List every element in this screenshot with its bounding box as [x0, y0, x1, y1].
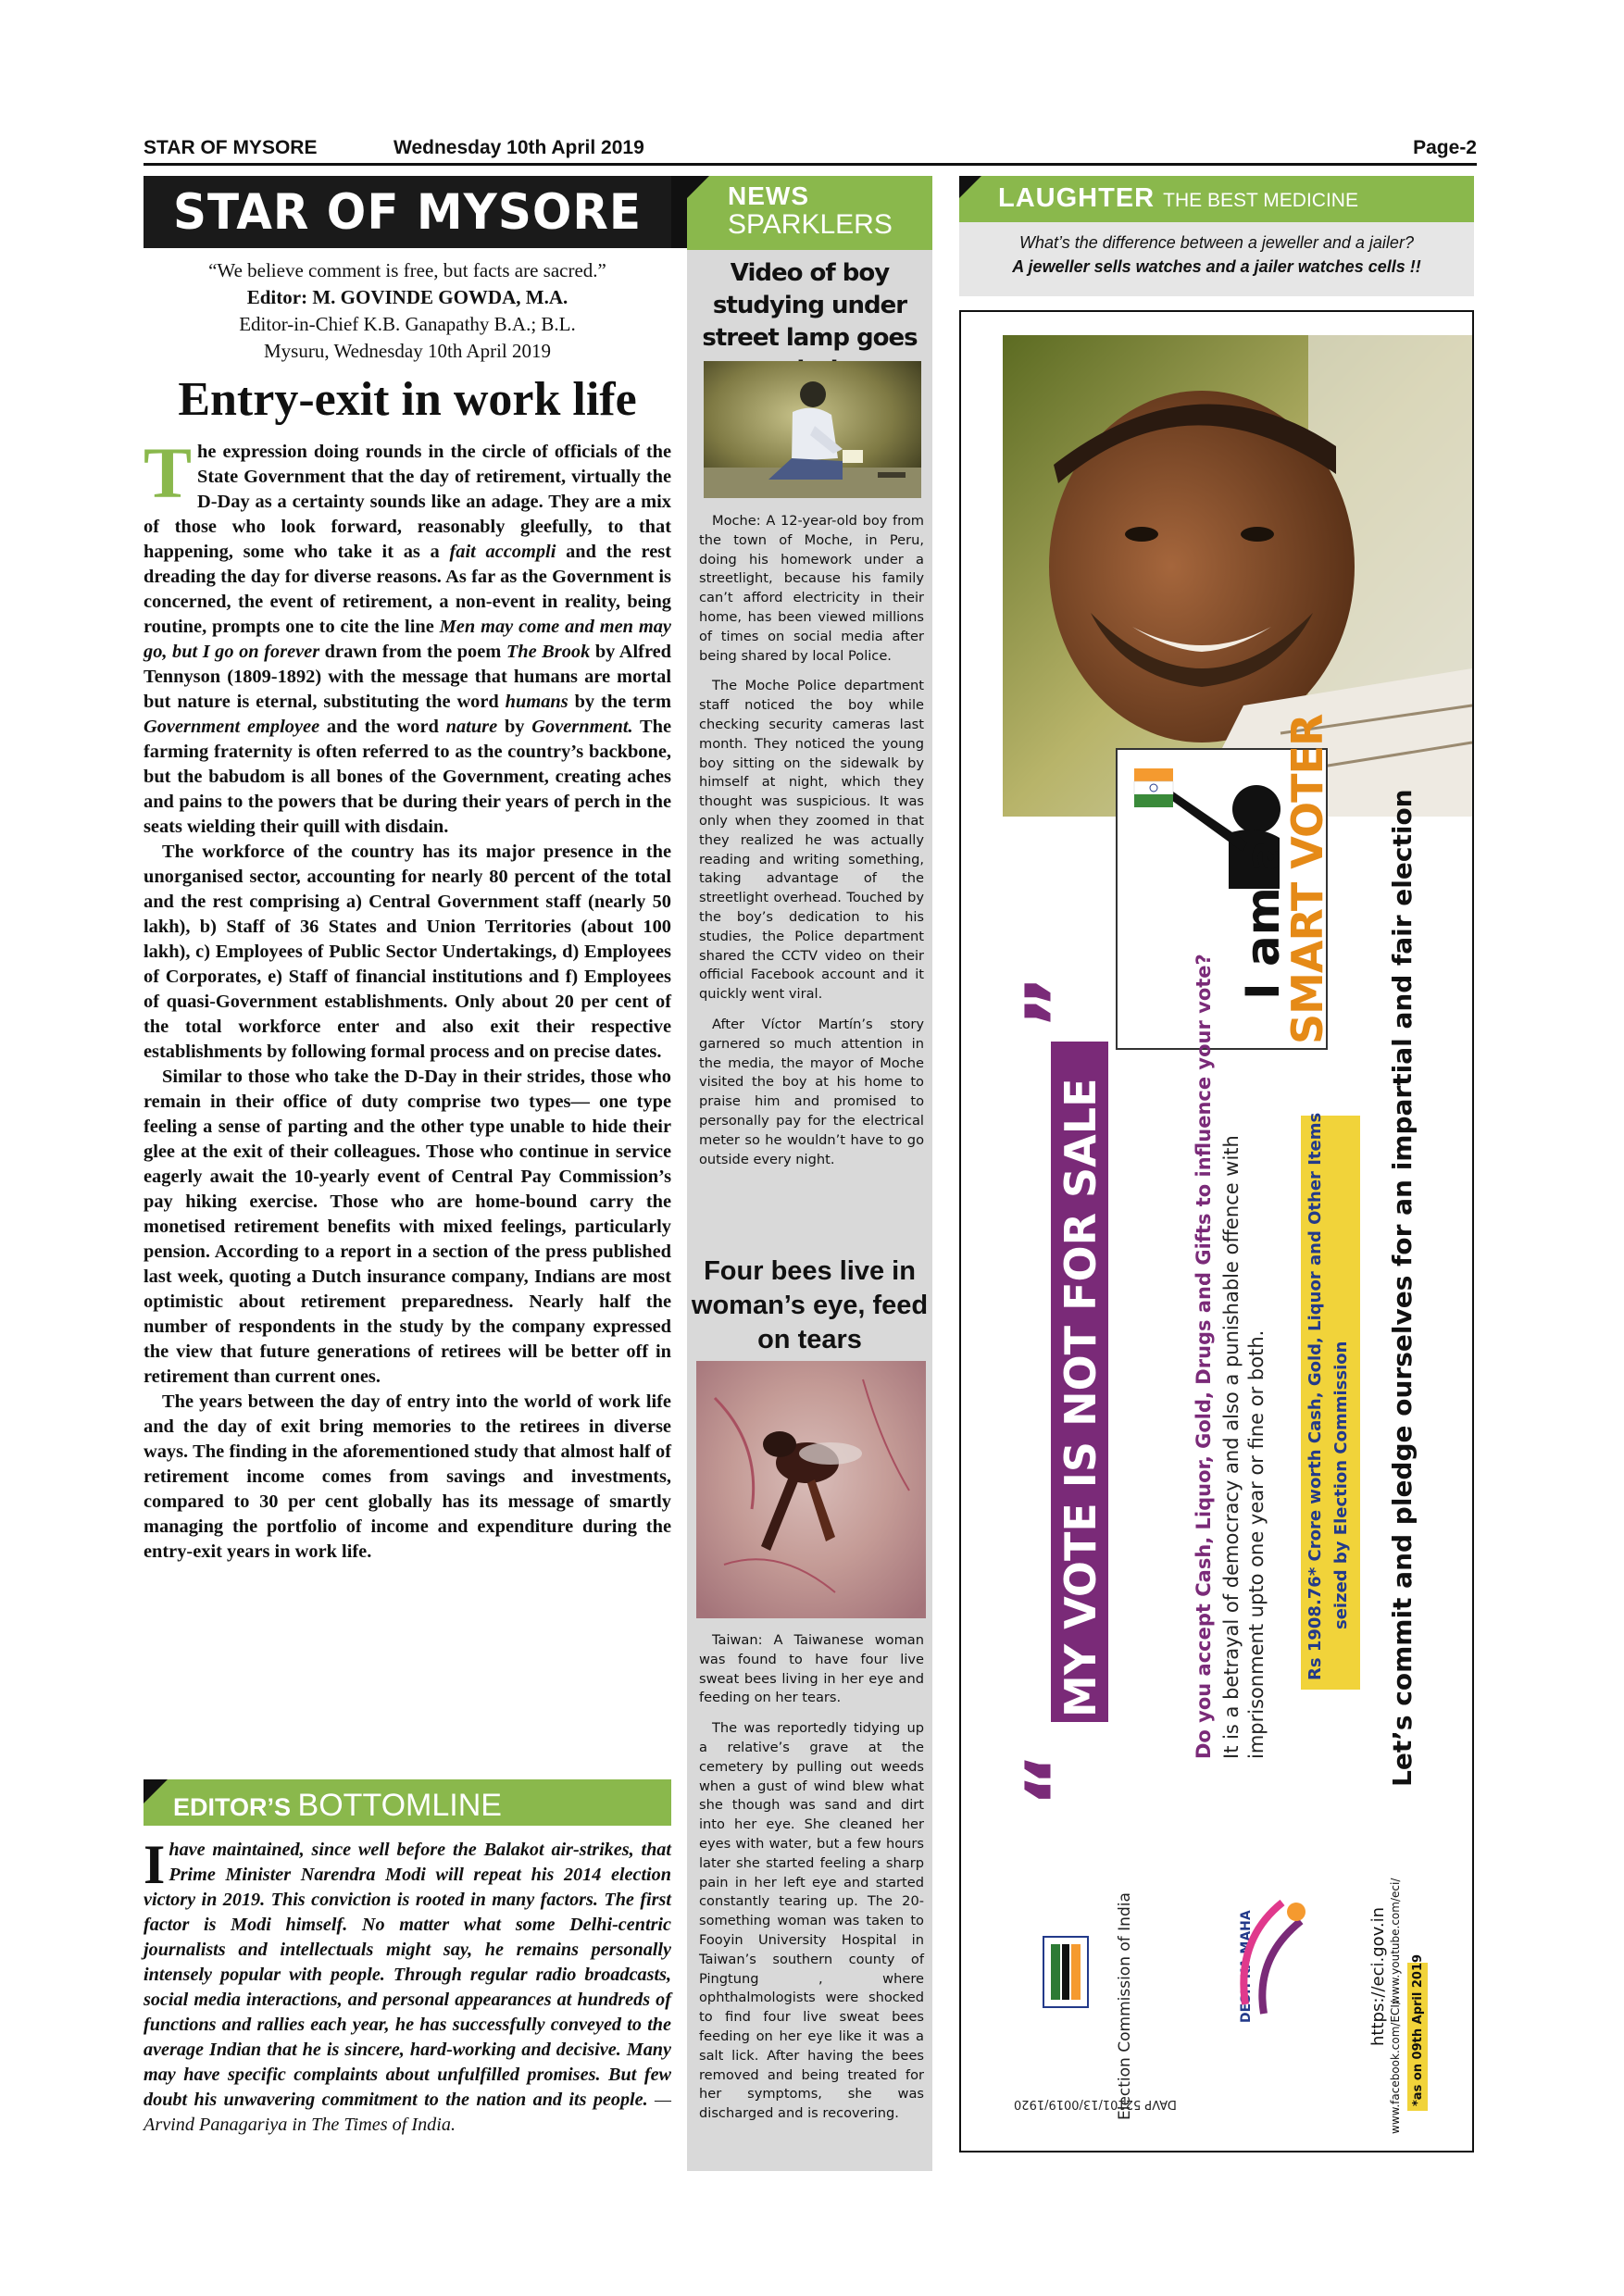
- youtube-link: www.youtube.com/eci/: [1389, 1878, 1402, 2004]
- motto: “We believe comment is free, but facts are sacred.”: [208, 259, 606, 281]
- joke-question: What’s the difference between a jeweller and a jailer?: [1019, 233, 1414, 252]
- editor-line: Editor: M. GOVINDE GOWDA, M.A.: [246, 286, 568, 308]
- news-label-b: SPARKLERS: [728, 209, 893, 240]
- eci-logo-icon: [1042, 1935, 1090, 2009]
- bottomline-label-b: BOTTOMLINE: [297, 1788, 502, 1823]
- drop-cap: T: [144, 432, 193, 513]
- news-label-a: NEWS: [728, 181, 809, 210]
- story1-headline: Video of boy studying under street lamp goes: [702, 259, 918, 352]
- as-on-date: *as on 09th April 2019: [1411, 1953, 1425, 2106]
- close-quote-icon: “: [1008, 1752, 1106, 1808]
- editorial-paragraph: Similar to those who take the D-Day in their strides, those who remain in their office of duty comprise two types— one type feeling a sense of parting and the other type unable to hide their glee at the exit of their colleagues. Those who continue in service eagerly await the 10-yearly event of Central Pay Commission’s pay hiking exercise. Those who are home-bound carry the monetised retirement benefits with mixed feelings, particularly pension. According to a report in a section of the press published last week, quoting a Dutch insurance company, Indians are most optimistic about retirement preparedness. Nearly half the number of respondents in the study by the company expressed the view that future generations of retirees will be better off in retirement than current ones.: [144, 1067, 671, 1387]
- ad-pledge: Let’s commit and pledge ourselves for an impartial and fair election: [1387, 789, 1418, 1787]
- editorial-paragraph: The workforce of the country has its major presence in the unorganised sector, accounting for nearly 80 percent of the total and the rest comprising a) Central Government staff (nearly 50 lakh), b) Staff of 36 States and Union Territories (about 100 lakh), c) Employees of Public Sector Undertakings, d) Employees of Corporates, e) Staff of financial institutions and f) Employees of quasi-Government establishments. Only about 20 per cent of the total workforce enter and also exit their respective establishments by following formal process and on precise dates.: [144, 842, 671, 1062]
- seized-amount-text: Rs 1908.76* Crore worth Cash, Gold, Liquor and Other Items: [1305, 1112, 1325, 1680]
- story2-text: [699, 1631, 924, 2135]
- place-date-line: Mysuru, Wednesday 10th April 2019: [264, 340, 551, 362]
- joke-answer: A jeweller sells watches and a jailer watches cells !!: [1012, 257, 1421, 276]
- bottomline-banner: [144, 1779, 671, 1826]
- boy-studying-photo: [704, 361, 921, 498]
- bees-in-eye-photo: [696, 1361, 926, 1618]
- bottomline-drop-cap: I: [144, 1834, 166, 1895]
- header-page-number: Page-2: [1413, 137, 1477, 158]
- ad-warning-line2: imprisonment upto one year or fine or both.: [1245, 1329, 1268, 1759]
- editorial-body: [144, 432, 672, 1565]
- header-date: Wednesday 10th April 2019: [394, 137, 644, 158]
- header-paper-name: STAR OF MYSORE: [144, 137, 318, 158]
- ad-question: Do you accept Cash, Liquor, Gold, Drugs and Gifts to influence your vote?: [1193, 954, 1215, 1759]
- facebook-link: www.facebook.com/ECI/: [1389, 2001, 1402, 2134]
- laughter-label-a: LAUGHTER: [998, 183, 1156, 213]
- bottomline-credit: —Arvind Panagariya in The Times of India.: [144, 2090, 671, 2135]
- davp-code: DAVP 52101/13/0019/1920: [1014, 2097, 1177, 2111]
- laughter-joke-box: [959, 222, 1474, 296]
- laughter-banner: [959, 176, 1474, 222]
- badge-smart-voter: SMART VOTER: [1282, 714, 1332, 1044]
- page-header: [144, 137, 1477, 163]
- story2-paragraph: Taiwan: A Taiwanese woman was found to have four live sweat bees living in her eye and feeding on her tears.: [699, 1632, 924, 1706]
- badge-i-am-a: I am a: [1236, 840, 1290, 1000]
- story1-paragraph: The Moche Police department staff noticed the boy while checking security cameras last month. They noticed the young boy sitting on the sidewalk by himself at night, which they thought was suspicious. It was only when they zoomed in that they realized he was actually reading and writing something, taking advantage of the streetlight overhead. Touched by the boy’s dedication to his studies, the Police department shared the CCTV video on their official Facebook account and it quickly went viral.: [699, 678, 924, 1003]
- seized-by-text: seized by Election Commission: [1331, 1341, 1351, 1629]
- eci-name: Election Commission of India: [1116, 1892, 1134, 2120]
- festival-text: DESH KA MAHA: [1239, 1910, 1254, 2023]
- bottomline-label-a: EDITOR’S: [173, 1793, 292, 1821]
- editorial-credits: [144, 257, 671, 365]
- story1-paragraph: Moche: A 12-year-old boy from the town of Moche, in Peru, doing his homework under a streetlight, because his family can’t afford electricity in their home, has been viewed millions of times on social media after being shared by local Police.: [699, 513, 924, 664]
- festival-logo-icon: [1227, 1884, 1319, 2023]
- bottomline-text: Ihave maintained, since well before the Balakot air-strikes, that Prime Minister Narendra Modi will repeat his 2014 election victory in 2019. This conviction is rooted in many factors. The first factor is Modi himself. No matter what some Delhi-centric journalists and intellectuals might say, he remains personally intensely popular with people. Through regular radio broadcasts, social media interactions, and personal appearances at hundreds of functions and rallies each year, he has successfully conveyed to the average Indian that he is sincere, hard-working and decisive. Many may have specific complaints about unfulfilled promises. But few doubt his unwavering commitment to the nation and its people. —Arvind Panagariya in The Times of India.: [144, 1834, 671, 2135]
- editor-in-chief-line: Editor-in-Chief K.B. Ganapathy B.A.; B.L.: [239, 313, 576, 335]
- story2-headline: Four bees live in woman’s eye, feed on tears: [691, 1256, 929, 1354]
- laughter-label-b: THE BEST MEDICINE: [1163, 190, 1358, 211]
- ad-headline: MY VOTE IS NOT FOR SALE: [1056, 1078, 1106, 1717]
- news-sparklers-banner: [687, 176, 932, 250]
- editorial-headline: Entry-exit in work life: [178, 373, 637, 426]
- editorial-paragraph: The years between the day of entry into the world of work life and the day of exit bring memories to the retirees in diverse ways. The finding in the aforementioned study that almost half of retirement income comes from savings and investments, compared to 30 per cent globally has its message of smartly managing the portfolio of income and expenditure during the entry-exit years in work life.: [144, 1391, 671, 1562]
- editorial-paragraph: The expression doing rounds in the circle of officials of the State Government that the day of retirement, virtually the D-Day as a certainty sounds like an adage. They are a mix of those who look forward, reasonably gleefully, to that happening, some who take it as a fait accompli and the rest dreading the day for diverse reasons. As far as the Government is concerned, the event of retirement, a non-event in reality, being routine, prompts one to cite the line Men may come and men may go, but I go on forever drawn from the poem The Brook by Alfred Tennyson (1809-1892) with the message that humans are mortal but nature is eternal, substituting the word humans by the term Government employee and the word nature by Government. The farming fraternity is often referred to as the country’s backbone, but the babudom is all bones of the Government, creating aches and pains to the powers that be during their years of perch in the seats wielding their quill with disdain.: [144, 432, 672, 837]
- masthead-title: STAR OF MYSORE: [172, 183, 643, 241]
- ad-portrait-photo: [1003, 335, 1472, 817]
- open-quote-icon: ”: [1008, 974, 1106, 1030]
- eci-url: https://eci.gov.in: [1368, 1906, 1388, 2046]
- story1-text: [699, 512, 924, 1180]
- ad-warning-line1: It is a betrayal of democracy and also a punishable offence with: [1220, 1135, 1243, 1759]
- story2-paragraph: The was reportedly tidying up a relative’s grave at the cemetery by pulling out weeds when a gust of wind blew what she though was sand and dirt into her eye. She cleaned her eyes with water, but a few hours later she started feeling a sharp pain in her left eye and started constantly tearing up. The 20-something woman was taken to Fooyin University Hospital in Taiwan’s southern county of Pingtung , where ophthalmologists were shocked to find four live sweat bees feeding on her eye like it was a salt lick. After having the bees removed and being treated for her symptoms, she was discharged and is recovering.: [699, 1720, 924, 2122]
- masthead-logo: [144, 176, 688, 248]
- header-rule: [144, 163, 1477, 166]
- story1-paragraph: After Víctor Martín’s story garnered so much attention in the media, the mayor of Moche visited the boy at his home to praise him and promised to personally pay for the electrical meter so he wouldn’t have to go outside every night.: [699, 1016, 924, 1167]
